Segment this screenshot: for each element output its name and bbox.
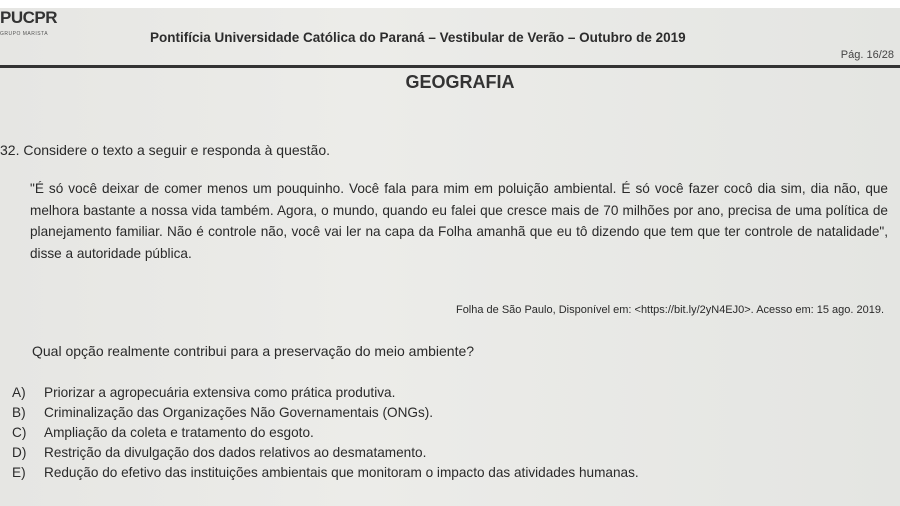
option-b <box>12 403 639 423</box>
option-letter: D) <box>12 445 27 460</box>
page-number: Pág. 16/28 <box>840 49 894 61</box>
option-c <box>12 423 639 443</box>
option-letter: A) <box>12 385 26 400</box>
option-text: Restrição da divulgação dos dados relativos ao desmatamento. <box>44 445 427 460</box>
question-intro: 32. Considere o texto a seguir e responda à questão. <box>0 142 330 158</box>
option-letter: B) <box>12 405 26 420</box>
exam-header: Pontifícia Universidade Católica do Paraná – Vestibular de Verão – Outubro de 2019 <box>150 30 686 45</box>
subject-title: GEOGRAFIA <box>405 72 515 92</box>
option-letter: C) <box>12 425 27 440</box>
option-letter: E) <box>12 465 26 480</box>
question-prompt: Qual opção realmente contribui para a preservação do meio ambiente? <box>32 343 475 359</box>
header-divider <box>0 65 900 68</box>
option-text: Ampliação da coleta e tratamento do esgoto. <box>44 425 314 440</box>
option-d <box>12 443 639 463</box>
option-text: Redução do efetivo das instituições ambientais que monitoram o impacto das atividades humanas. <box>44 465 639 480</box>
university-logo: PUCPR <box>0 8 58 27</box>
answer-options <box>12 383 639 483</box>
option-text: Priorizar a agropecuária extensiva como prática produtiva. <box>44 385 396 400</box>
citation: Folha de São Paulo, Disponível em: <https://bit.ly/2yN4EJ0>. Acesso em: 15 ago. 2019. <box>455 304 884 316</box>
logo-subtitle: GRUPO MARISTA <box>0 31 49 37</box>
option-text: Criminalização das Organizações Não Governamentais (ONGs). <box>44 405 434 420</box>
option-a <box>12 383 639 403</box>
option-e <box>12 463 639 483</box>
quoted-text: "É só você deixar de comer menos um pouquinho. Você fala para mim em poluição ambiental. É só você fazer cocô dia sim, dia não, que melhora bastante a nossa vida também. Agora, o mundo, quando eu falei que cresce mais de 70 milhões por ano, precisa de uma política de planejamento familiar. Não é controle não, você vai ler na capa da Folha amanhã que eu tô dizendo que tem que ter controle de natalidade", disse a autoridade pública. <box>30 181 888 261</box>
